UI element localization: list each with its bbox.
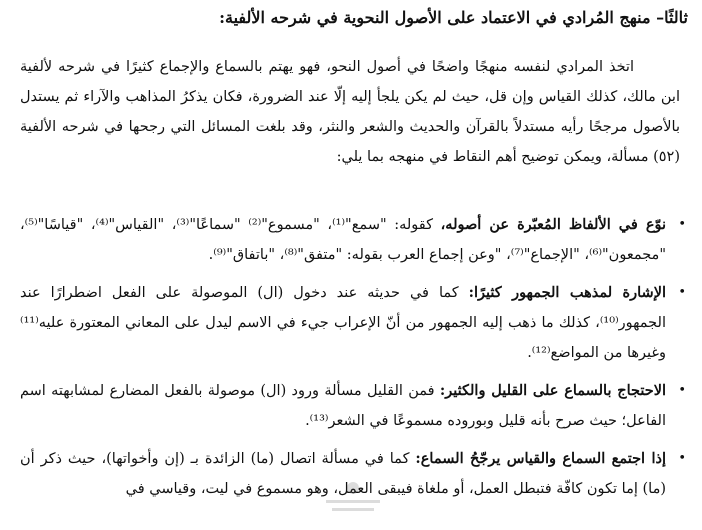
list-item — [20, 376, 686, 436]
bullet-icon: • — [678, 451, 686, 466]
bullet-icon: • — [678, 217, 686, 232]
intro-text: اتخذ المرادي لنفسه منهجًا واضحًا في أصول النحو، فهو يهتم بالسماع والإجماع كثيرًا في شرحه لألفية ابن مالك، كذلك القياس وإن قل، حيث لم يكن يلجأ إليه إلّا عند الضرورة، فكان يذكرُ المذاهب والآراء ثم يستدل بالأصول مرجحًا رأيه مستدلاً بالقرآن والحديث والشعر والنثر، وقد بلغت المسائل التي رجحها في شرحه الألفية (٥٢) مسألة، ويمكن توضيح أهم النقاط في منهجه بما يلي: — [20, 59, 680, 165]
list-item — [20, 210, 686, 270]
list-item-lead: الاحتجاج بالسماع على القليل والكثير: — [439, 382, 667, 399]
list-item-lead: نوّع في الألفاظ المُعبّرة عن أصوله، — [440, 216, 667, 233]
bullet-icon: • — [678, 285, 686, 300]
list-item-text: كما في مسألة اتصال (ما) الزائدة بـ (إن وأخواتها)، حيث ذكر أن (ما) إما تكون كافّة فتبطل العمل، أو ملغاة فيبقى العمل، وهو مسموع في ليت، وقياسي في — [20, 451, 666, 497]
list-item-text: كما في حديثه عند دخول (ال) الموصولة على الفعل اضطرارًا عند الجمهور⁽¹⁰⁾، كذلك ما ذهب إليه الجمهور من أنّ الإعراب جيء في الاسم ليدل على المعاني المعتورة عليه⁽¹¹⁾ وغيرها من المواضع⁽¹²⁾. — [20, 285, 666, 361]
watermark-logo — [318, 476, 388, 520]
section-heading: ثالثًا– منهج المُرادي في الاعتماد على الأصول النحوية في شرحه الألفية: — [219, 8, 688, 27]
methodology-list — [20, 210, 686, 512]
list-item-lead: إذا اجتمع السماع والقياس يرجّحُ السماع: — [415, 450, 666, 467]
list-item-text: فمن القليل مسألة ورود (ال) موصولة بالفعل المضارع لمشابهته اسم الفاعل؛ حيث صرح بأنه قليل وبوروده مسموعًا في الشعر⁽¹³⁾. — [20, 383, 666, 429]
list-item-lead: الإشارة لمذهب الجمهور كثيرًا: — [468, 284, 667, 301]
list-item — [20, 278, 686, 368]
list-item-text: كقوله: "سمع"⁽¹⁾، "مسموع"⁽²⁾ "سماعًا"⁽³⁾، "القياس"⁽⁴⁾، "قياسًا"⁽⁵⁾، "مجمعون"⁽⁶⁾، "الإجماع"⁽⁷⁾، "وعن إجماع العرب بقوله: "متفق"⁽⁸⁾، "باتفاق"⁽⁹⁾. — [20, 217, 666, 263]
intro-paragraph — [20, 52, 680, 172]
bullet-icon: • — [678, 383, 686, 398]
